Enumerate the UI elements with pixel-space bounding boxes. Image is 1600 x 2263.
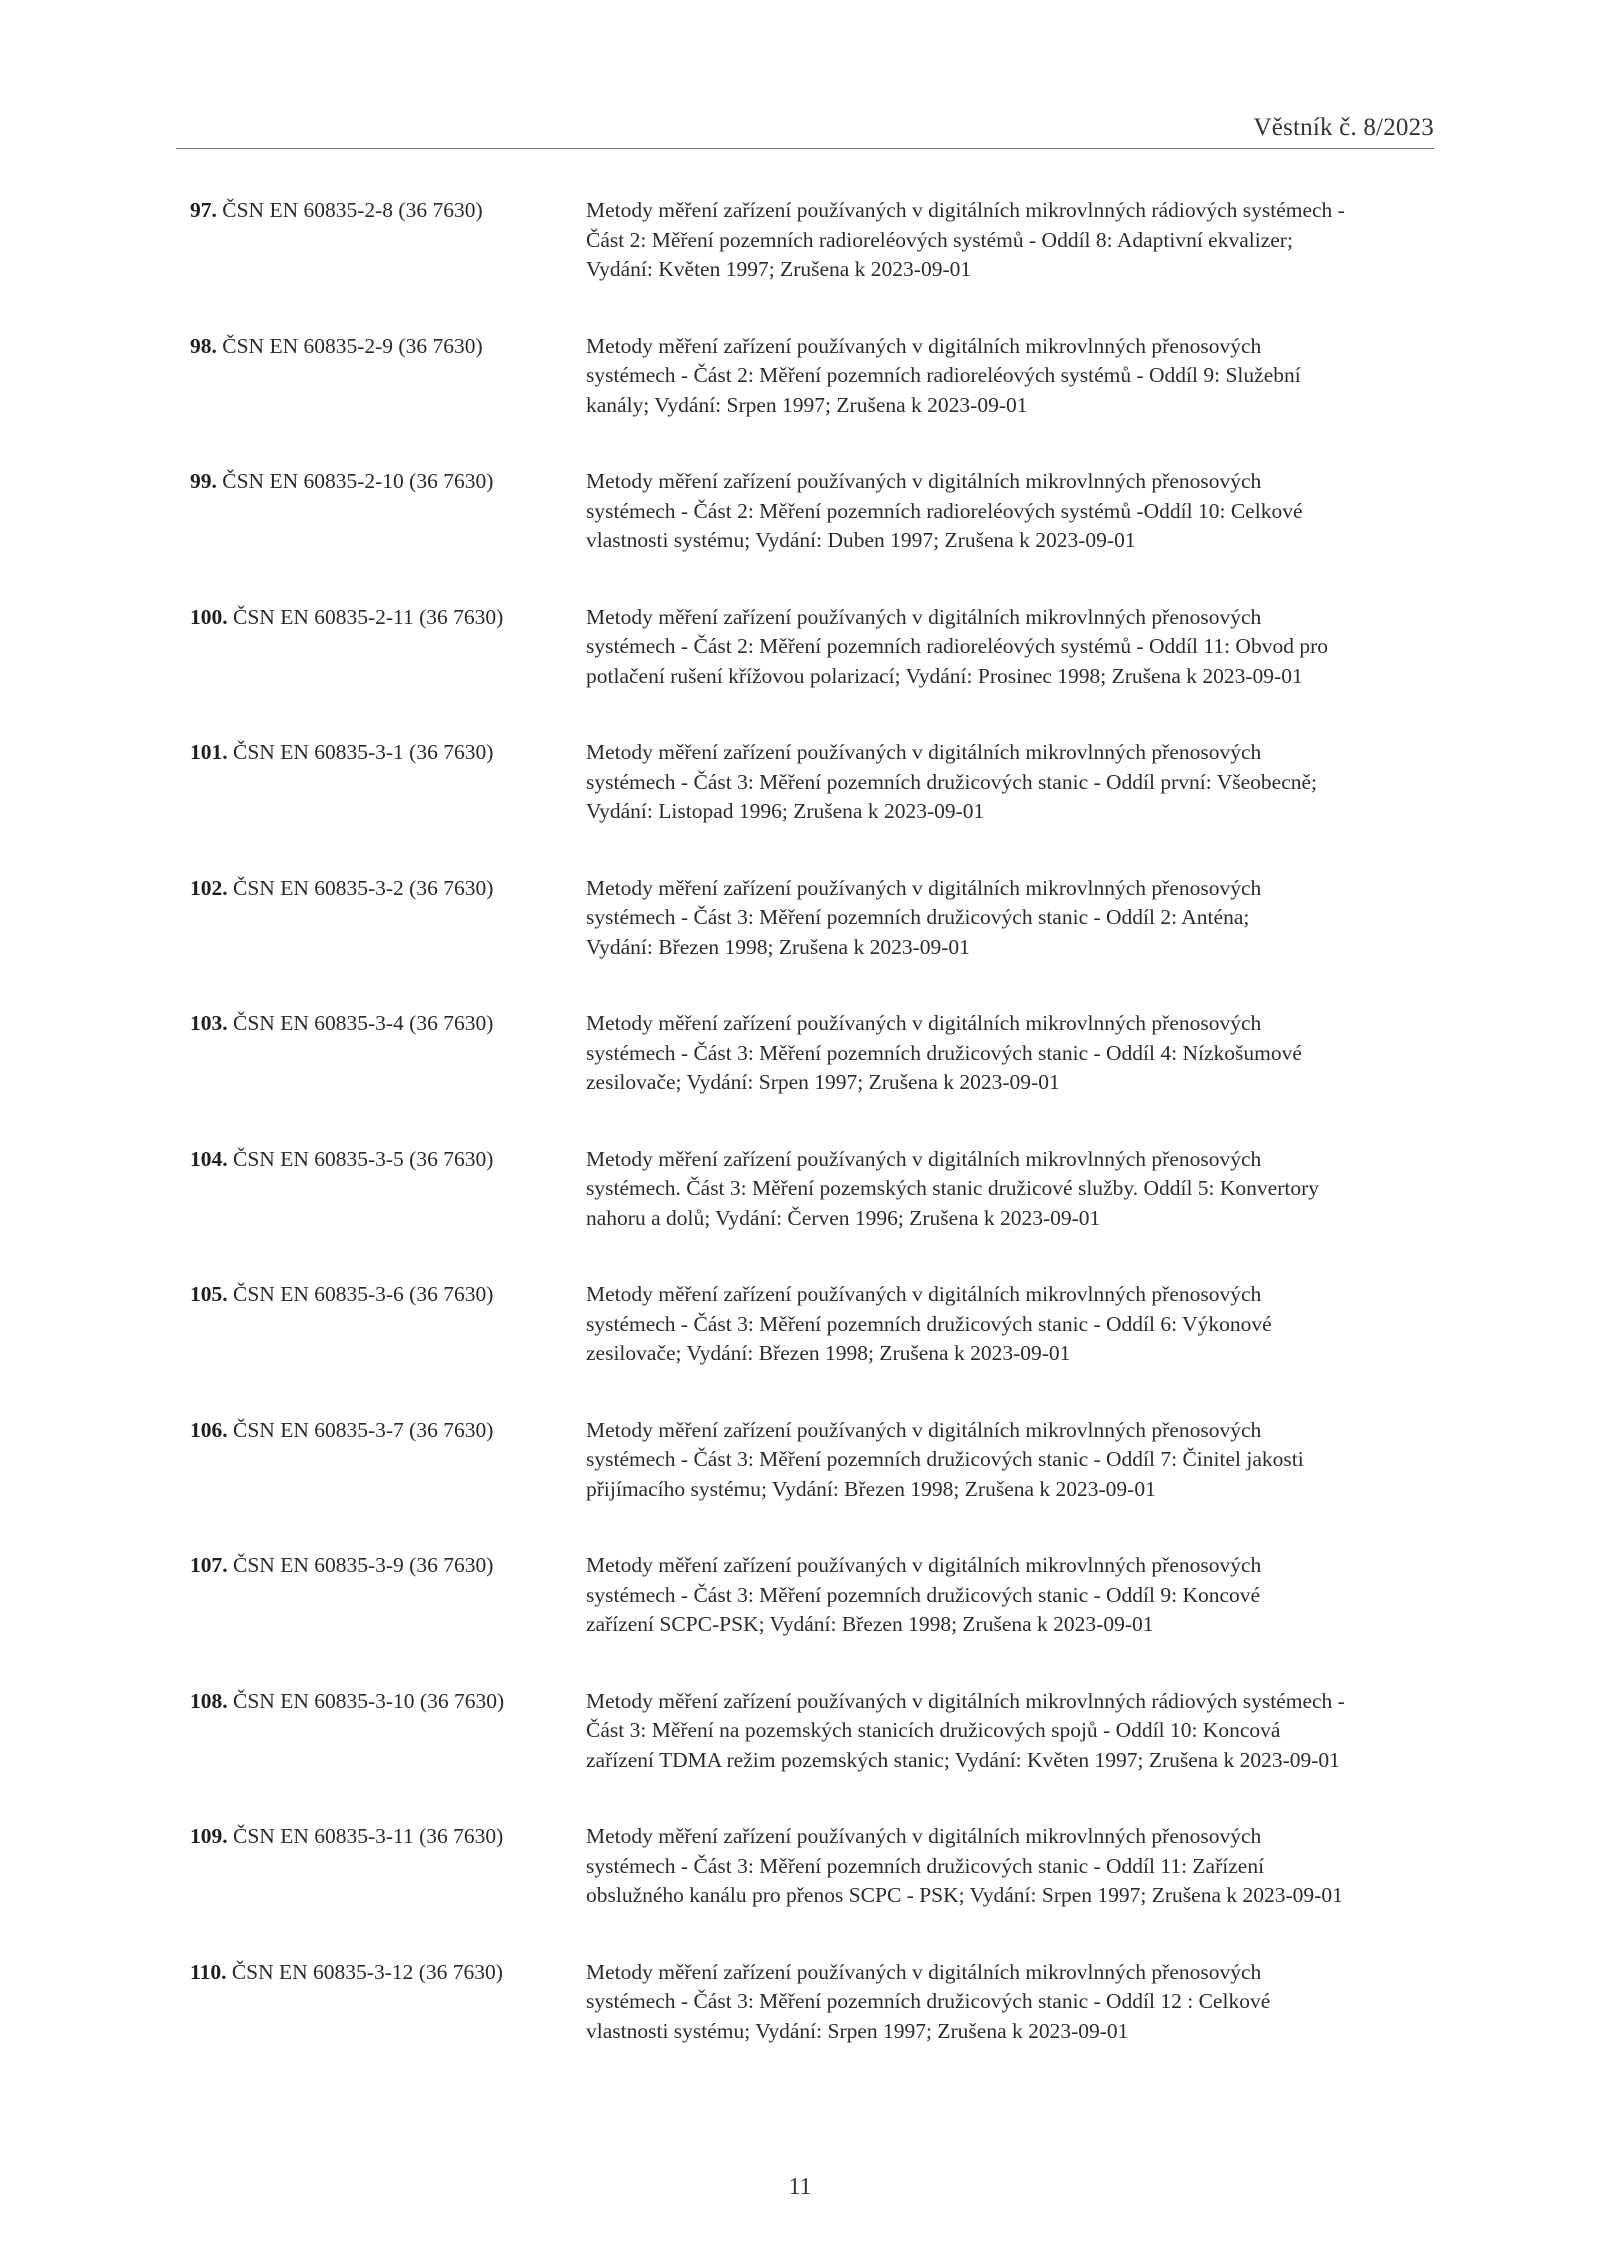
standard-code: ČSN EN 60835-2-11 (36 7630) <box>233 604 504 629</box>
standard-description <box>586 1009 1426 1098</box>
list-item <box>190 196 1434 332</box>
description-line: Metody měření zařízení používaných v digitálních mikrovlnných rádiových systémech - <box>586 198 1345 222</box>
description-line: Metody měření zařízení používaných v digitálních mikrovlnných přenosových <box>586 1824 1262 1848</box>
description-line: systémech - Část 3: Měření pozemních družicových stanic - Oddíl 4: Nízkošumové <box>586 1040 1302 1065</box>
standard-designation <box>190 1822 586 1852</box>
list-item <box>190 332 1434 468</box>
description-line: Metody měření zařízení používaných v digitálních mikrovlnných rádiových systémech - <box>586 1688 1345 1713</box>
description-line: Metody měření zařízení používaných v digitálních mikrovlnných přenosových <box>586 1146 1262 1171</box>
description-line: Vydání: Březen 1998; Zrušena k 2023-09-01 <box>586 934 970 959</box>
list-item <box>190 467 1434 603</box>
standard-code: ČSN EN 60835-3-11 (36 7630) <box>233 1824 504 1848</box>
list-item <box>190 603 1434 739</box>
entry-number: 98. <box>190 333 217 358</box>
standards-list <box>190 196 1434 2093</box>
entry-number: 105. <box>190 1282 228 1306</box>
standard-description <box>586 1687 1426 1776</box>
description-line: zesilovače; Vydání: Srpen 1997; Zrušena k 2023-09-01 <box>586 1070 1060 1094</box>
standard-description <box>586 1822 1426 1911</box>
entry-number: 99. <box>190 469 217 493</box>
description-line: nahoru a dolů; Vydání: Červen 1996; Zrušena k 2023-09-01 <box>586 1205 1101 1230</box>
standard-description <box>586 603 1426 692</box>
description-line: systémech - Část 3: Měření pozemních družicových stanic - Oddíl 6: Výkonové <box>586 1311 1272 1336</box>
description-line: vlastnosti systému; Vydání: Srpen 1997; Zrušena k 2023-09-01 <box>586 2018 1129 2043</box>
description-line: Metody měření zařízení používaných v digitálních mikrovlnných přenosových <box>586 1417 1262 1442</box>
list-item <box>190 1416 1434 1552</box>
entry-number: 102. <box>190 875 228 900</box>
description-line: Metody měření zařízení používaných v digitálních mikrovlnných přenosových <box>586 1282 1262 1306</box>
description-line: Metody měření zařízení používaných v digitálních mikrovlnných přenosových <box>586 875 1262 900</box>
description-line: systémech. Část 3: Měření pozemských stanic družicové služby. Oddíl 5: Konvertory <box>586 1176 1320 1200</box>
standard-description <box>586 196 1426 285</box>
description-line: kanály; Vydání: Srpen 1997; Zrušena k 2023-09-01 <box>586 392 1028 417</box>
standard-designation <box>190 1551 586 1581</box>
standard-description <box>586 1145 1426 1234</box>
description-line: přijímacího systému; Vydání: Březen 1998; Zrušena k 2023-09-01 <box>586 1476 1156 1501</box>
description-line: systémech - Část 3: Měření pozemních družicových stanic - Oddíl 12 : Celkové <box>586 1989 1271 2013</box>
description-line: systémech - Část 2: Měření pozemních radioreléových systémů - Oddíl 9: Služební <box>586 363 1301 387</box>
description-line: Metody měření zařízení používaných v digitálních mikrovlnných přenosových <box>586 333 1262 358</box>
standard-description <box>586 332 1426 421</box>
standard-code: ČSN EN 60835-3-6 (36 7630) <box>233 1282 494 1306</box>
standard-code: ČSN EN 60835-2-10 (36 7630) <box>222 469 494 493</box>
description-line: Vydání: Květen 1997; Zrušena k 2023-09-01 <box>586 257 972 281</box>
standard-code: ČSN EN 60835-2-9 (36 7630) <box>222 333 483 358</box>
standard-designation <box>190 332 586 362</box>
standard-description <box>586 467 1426 556</box>
entry-number: 108. <box>190 1688 228 1713</box>
description-line: systémech - Část 3: Měření pozemních družicových stanic - Oddíl 2: Anténa; <box>586 905 1250 929</box>
standard-designation <box>190 1416 586 1446</box>
bulletin-title: Věstník č. 8/2023 <box>1253 114 1434 141</box>
description-line: systémech - Část 2: Měření pozemních radioreléových systémů -Oddíl 10: Celkové <box>586 498 1303 523</box>
list-item <box>190 1145 1434 1281</box>
description-line: Metody měření zařízení používaných v digitálních mikrovlnných přenosových <box>586 1011 1262 1035</box>
entry-number: 110. <box>190 1959 227 1984</box>
entry-number: 106. <box>190 1417 228 1442</box>
list-item <box>190 1687 1434 1823</box>
standard-description <box>586 1551 1426 1640</box>
description-line: potlačení rušení křížovou polarizací; Vydání: Prosinec 1998; Zrušena k 2023-09-01 <box>586 663 1303 688</box>
description-line: Metody měření zařízení používaných v digitálních mikrovlnných přenosových <box>586 604 1262 629</box>
list-item <box>190 1958 1434 2094</box>
list-item <box>190 1280 1434 1416</box>
list-item <box>190 1822 1434 1958</box>
description-line: Metody měření zařízení používaných v digitálních mikrovlnných přenosových <box>586 740 1262 764</box>
standard-code: ČSN EN 60835-3-5 (36 7630) <box>233 1146 494 1171</box>
description-line: systémech - Část 3: Měření pozemních družicových stanic - Oddíl 7: Činitel jakosti <box>586 1447 1304 1471</box>
description-line: Část 2: Měření pozemních radioreléových systémů - Oddíl 8: Adaptivní ekvalizer; <box>586 227 1293 252</box>
standard-designation <box>190 1009 586 1039</box>
standard-designation <box>190 467 586 497</box>
standard-code: ČSN EN 60835-3-2 (36 7630) <box>233 875 494 900</box>
standard-code: ČSN EN 60835-3-9 (36 7630) <box>233 1553 494 1577</box>
entry-number: 97. <box>190 198 217 222</box>
description-line: zesilovače; Vydání: Březen 1998; Zrušena k 2023-09-01 <box>586 1341 1071 1365</box>
entry-number: 109. <box>190 1824 228 1848</box>
standard-designation <box>190 603 586 633</box>
entry-number: 104. <box>190 1146 228 1171</box>
list-item <box>190 1009 1434 1145</box>
entry-number: 103. <box>190 1011 228 1035</box>
entry-number: 101. <box>190 740 228 764</box>
description-line: Metody měření zařízení používaných v digitálních mikrovlnných přenosových <box>586 1959 1262 1984</box>
page-number: 11 <box>788 2174 812 2200</box>
standard-description <box>586 874 1426 963</box>
list-item <box>190 738 1434 874</box>
standard-code: ČSN EN 60835-2-8 (36 7630) <box>222 198 483 222</box>
standard-designation <box>190 196 586 226</box>
standard-description <box>586 1416 1426 1505</box>
standard-description <box>586 1280 1426 1369</box>
standard-description <box>586 1958 1426 2047</box>
description-line: systémech - Část 3: Měření pozemních družicových stanic - Oddíl 11: Zařízení <box>586 1853 1265 1878</box>
standard-code: ČSN EN 60835-3-1 (36 7630) <box>233 740 494 764</box>
standard-designation <box>190 874 586 904</box>
list-item <box>190 874 1434 1010</box>
description-line: zařízení TDMA režim pozemských stanic; Vydání: Květen 1997; Zrušena k 2023-09-01 <box>586 1747 1340 1772</box>
standard-designation <box>190 738 586 768</box>
standard-code: ČSN EN 60835-3-10 (36 7630) <box>233 1688 505 1713</box>
standard-designation <box>190 1280 586 1310</box>
description-line: systémech - Část 3: Měření pozemních družicových stanic - Oddíl první: Všeobecně; <box>586 769 1317 794</box>
standard-designation <box>190 1687 586 1717</box>
standard-description <box>586 738 1426 827</box>
standard-designation <box>190 1145 586 1175</box>
standard-code: ČSN EN 60835-3-12 (36 7630) <box>231 1959 503 1984</box>
page-header <box>176 108 1434 149</box>
standard-code: ČSN EN 60835-3-4 (36 7630) <box>233 1011 494 1035</box>
description-line: obslužného kanálu pro přenos SCPC - PSK; Vydání: Srpen 1997; Zrušena k 2023-09-01 <box>586 1883 1343 1907</box>
entry-number: 100. <box>190 604 228 629</box>
standard-code: ČSN EN 60835-3-7 (36 7630) <box>233 1417 494 1442</box>
description-line: vlastnosti systému; Vydání: Duben 1997; Zrušena k 2023-09-01 <box>586 528 1136 552</box>
standard-designation <box>190 1958 586 1988</box>
description-line: Metody měření zařízení používaných v digitálních mikrovlnných přenosových <box>586 469 1262 493</box>
description-line: zařízení SCPC-PSK; Vydání: Březen 1998; Zrušena k 2023-09-01 <box>586 1612 1154 1636</box>
description-line: Metody měření zařízení používaných v digitálních mikrovlnných přenosových <box>586 1553 1262 1577</box>
entry-number: 107. <box>190 1553 228 1577</box>
description-line: systémech - Část 2: Měření pozemních radioreléových systémů - Oddíl 11: Obvod pro <box>586 634 1328 658</box>
list-item <box>190 1551 1434 1687</box>
description-line: Část 3: Měření na pozemských stanicích družicových spojů - Oddíl 10: Koncová <box>586 1718 1281 1742</box>
description-line: systémech - Část 3: Měření pozemních družicových stanic - Oddíl 9: Koncové <box>586 1582 1261 1607</box>
description-line: Vydání: Listopad 1996; Zrušena k 2023-09-01 <box>586 799 985 823</box>
